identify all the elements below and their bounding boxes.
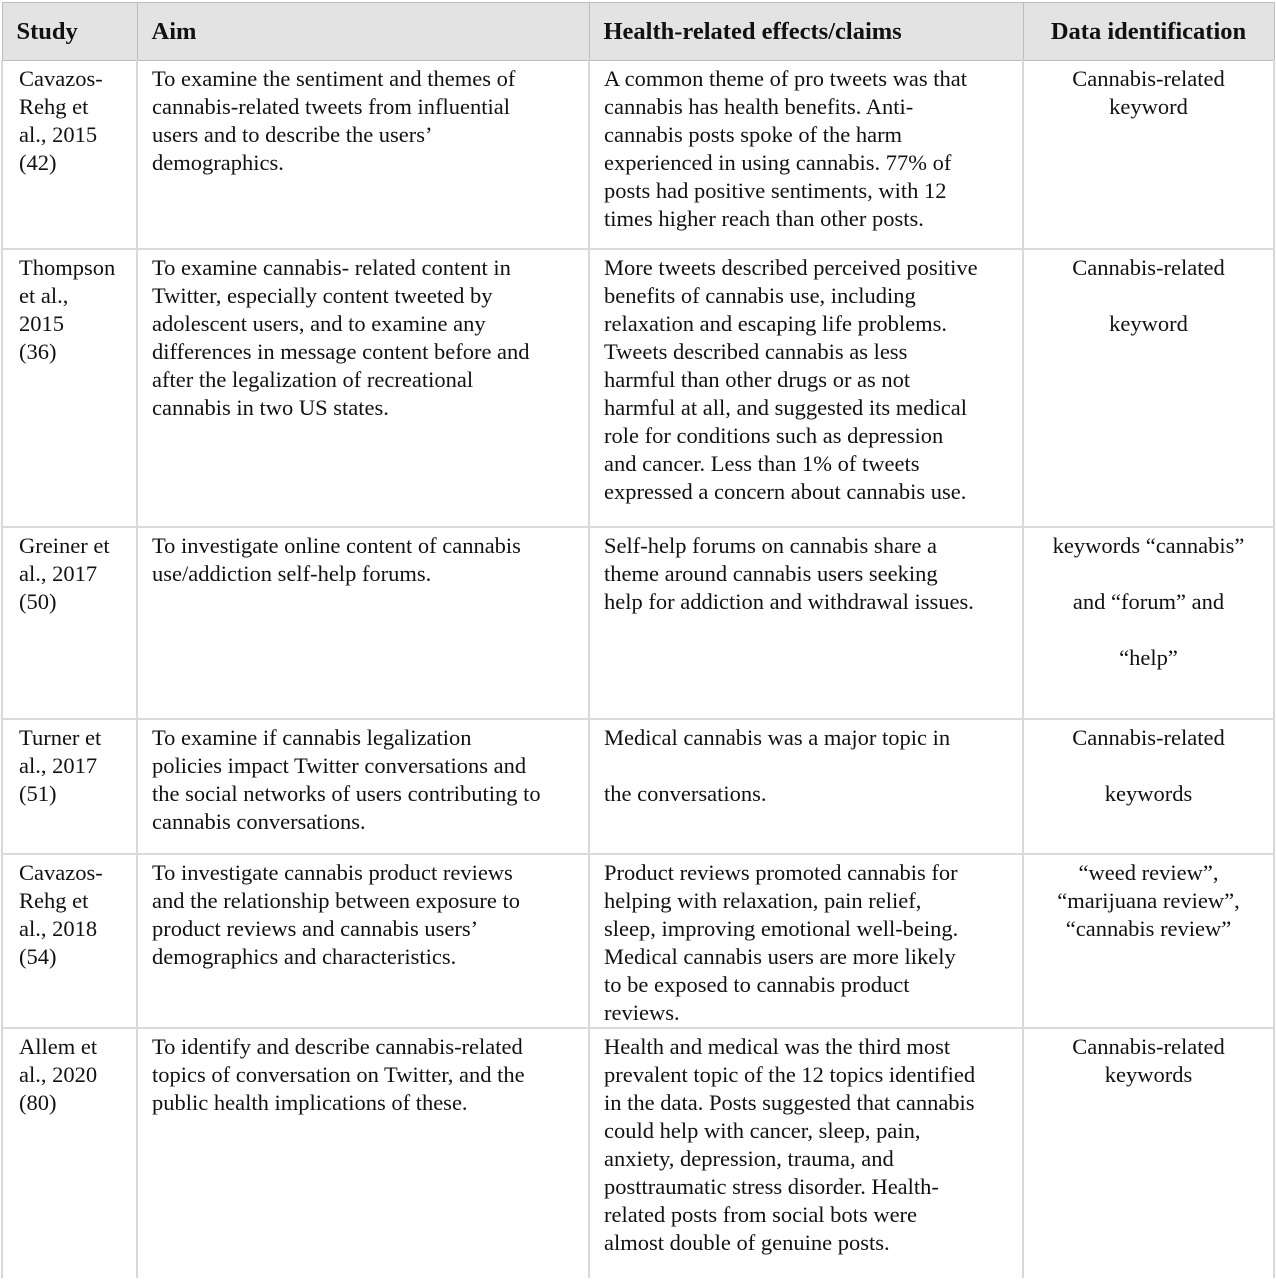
data-identification-text: Cannabis-related keyword — [1072, 254, 1225, 336]
data-identification-cell — [1023, 719, 1274, 854]
study-cell: Greiner et al., 2017 (50) — [2, 527, 137, 719]
aim-cell: To examine the sentiment and themes of cannabis-related tweets from influential users and to describe the users’ demographics. — [137, 61, 589, 249]
aim-cell: To examine cannabis- related content in Twitter, especially content tweeted by adolescent users, and to examine any differences in message content before and after the legalization of recreational cannabis in two US states. — [137, 249, 589, 527]
aim-cell: To investigate cannabis product reviews and the relationship between exposure to product reviews and cannabis users’ demographics and characteristics. — [137, 854, 589, 1028]
data-identification-text: Cannabis-related keywords — [1072, 724, 1225, 806]
study-cell: Cavazos- Rehg et al., 2018 (54) — [2, 854, 137, 1028]
study-cell: Cavazos- Rehg et al., 2015 (42) — [2, 61, 137, 249]
data-identification-cell: Cannabis-related keywords — [1023, 1028, 1274, 1278]
study-cell: Allem et al., 2020 (80) — [2, 1028, 137, 1278]
study-cell: Thompson et al., 2015 (36) — [2, 249, 137, 527]
header-health-effects: Health-related effects/claims — [589, 3, 1023, 61]
table-row — [2, 1028, 1274, 1278]
header-row — [2, 3, 1274, 61]
study-cell: Turner et al., 2017 (51) — [2, 719, 137, 854]
health-cell: Product reviews promoted cannabis for helping with relaxation, pain relief, sleep, improving emotional well-being. Medical cannabis users are more likely to be exposed to cannabis product reviews. — [589, 854, 1023, 1028]
health-cell — [589, 719, 1023, 854]
data-identification-cell — [1023, 527, 1274, 719]
data-identification-cell — [1023, 249, 1274, 527]
data-identification-cell: “weed review”, “marijuana review”, “cannabis review” — [1023, 854, 1274, 1028]
data-identification-text: keywords “cannabis” and “forum” and “help” — [1052, 532, 1245, 670]
table-row — [2, 61, 1274, 249]
aim-cell: To investigate online content of cannabis use/addiction self-help forums. — [137, 527, 589, 719]
health-cell: More tweets described perceived positive benefits of cannabis use, including relaxation and escaping life problems. Tweets described cannabis as less harmful than other drugs or as not harmful at all, and suggested its medical role for conditions such as depression and cancer. Less than 1% of tweets expressed a concern about cannabis use. — [589, 249, 1023, 527]
studies-table — [1, 2, 1275, 1278]
table-row — [2, 854, 1274, 1028]
table-row — [2, 249, 1274, 527]
health-cell: A common theme of pro tweets was that cannabis has health benefits. Anti- cannabis posts spoke of the harm experienced in using cannabis. 77% of posts had positive sentiments, with 12 times higher reach than other posts. — [589, 61, 1023, 249]
aim-cell: To identify and describe cannabis-related topics of conversation on Twitter, and the public health implications of these. — [137, 1028, 589, 1278]
header-aim: Aim — [137, 3, 589, 61]
table-row — [2, 527, 1274, 719]
aim-cell: To examine if cannabis legalization policies impact Twitter conversations and the social networks of users contributing to cannabis conversations. — [137, 719, 589, 854]
health-text: Medical cannabis was a major topic in the conversations. — [604, 724, 951, 806]
health-cell: Health and medical was the third most prevalent topic of the 12 topics identified in the data. Posts suggested that cannabis could help with cancer, sleep, pain, anxiety, depression, trauma, and posttraumatic stress disorder. Health- related posts from social bots were almost double of genuine posts. — [589, 1028, 1023, 1278]
table-row — [2, 719, 1274, 854]
data-identification-cell: Cannabis-related keyword — [1023, 61, 1274, 249]
health-cell: Self-help forums on cannabis share a theme around cannabis users seeking help for addiction and withdrawal issues. — [589, 527, 1023, 719]
header-study: Study — [2, 3, 137, 61]
header-data-identification: Data identification — [1023, 3, 1274, 61]
